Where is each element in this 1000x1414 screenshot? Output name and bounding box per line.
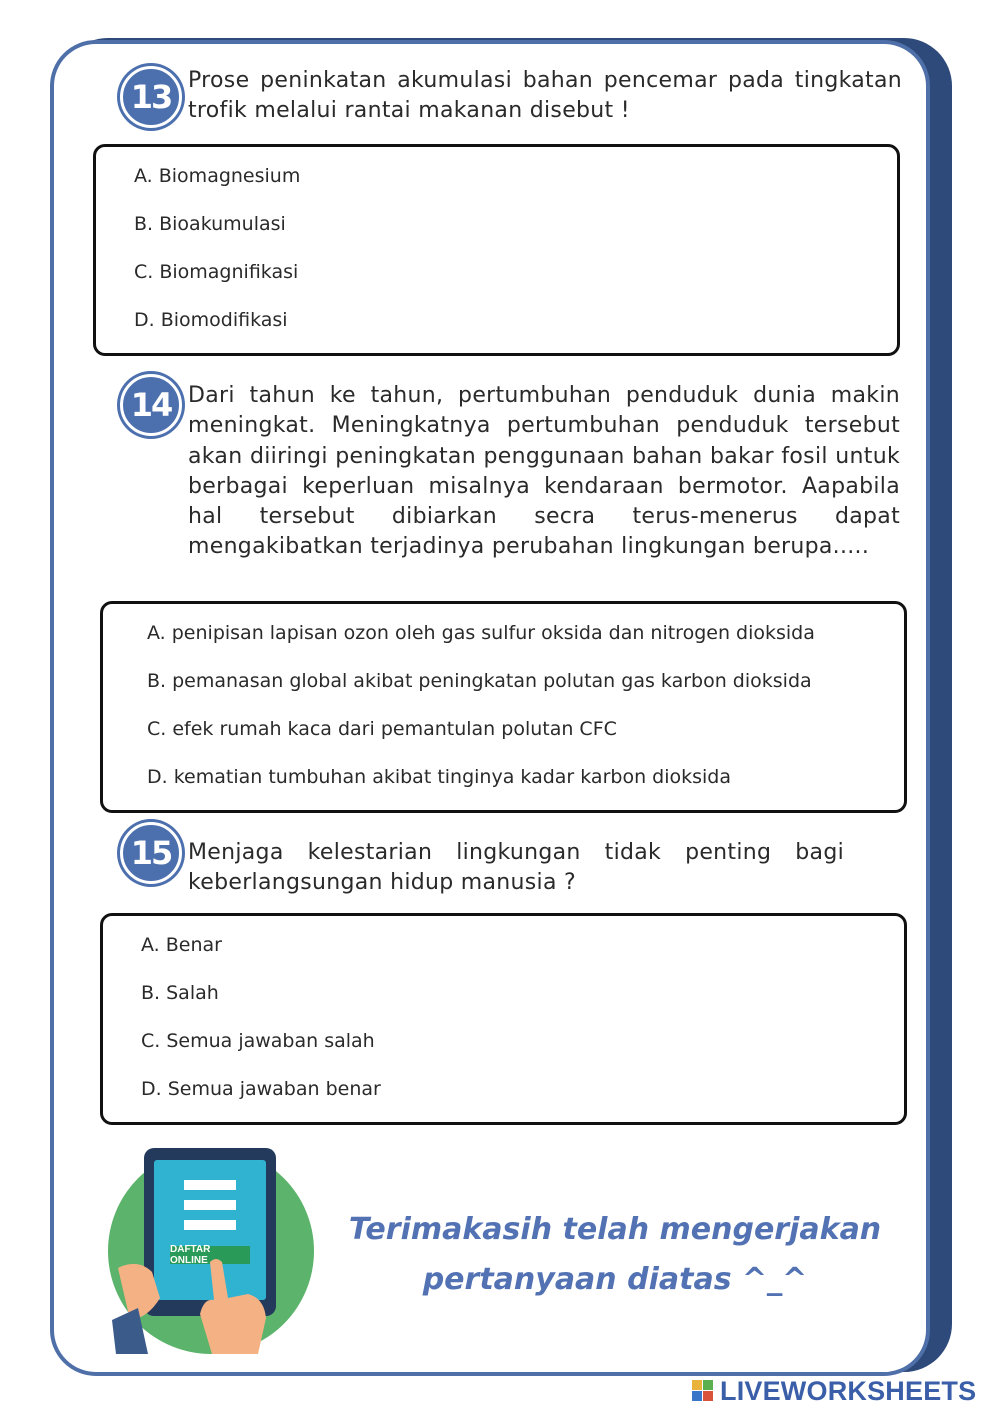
q15-option-b[interactable]: B. Salah xyxy=(141,982,219,1004)
question-14-number: 14 xyxy=(120,374,182,436)
menu-line-icon xyxy=(184,1180,236,1190)
q15-option-c[interactable]: C. Semua jawaban salah xyxy=(141,1030,375,1052)
closing-message xyxy=(330,1205,900,1305)
menu-line-icon xyxy=(184,1220,236,1230)
closing-line-1: Terimakasih telah mengerjakan xyxy=(348,1212,882,1247)
question-14-options xyxy=(100,601,907,813)
question-15-options xyxy=(100,913,907,1125)
q13-option-c[interactable]: C. Biomagnifikasi xyxy=(134,261,299,283)
question-15-number: 15 xyxy=(120,822,182,884)
menu-line-icon xyxy=(184,1200,236,1210)
q13-option-d[interactable]: D. Biomodifikasi xyxy=(134,309,288,331)
question-13-options xyxy=(93,144,900,356)
question-13-number: 13 xyxy=(120,66,182,128)
q15-option-a[interactable]: A. Benar xyxy=(141,934,222,956)
question-13-text: Prose peninkatan akumulasi bahan pencemar pada tingkatan trofik melalui rantai makanan disebut ! xyxy=(188,68,902,124)
q14-option-d[interactable]: D. kematian tumbuhan akibat tinginya kadar karbon dioksida xyxy=(147,766,731,788)
liveworksheets-brand xyxy=(692,1374,976,1408)
q13-option-a[interactable]: A. Biomagnesium xyxy=(134,165,301,187)
q14-option-a[interactable]: A. penipisan lapisan ozon oleh gas sulfur oksida dan nitrogen dioksida xyxy=(147,622,815,644)
q14-option-b[interactable]: B. pemanasan global akibat peningkatan polutan gas karbon dioksida xyxy=(147,670,812,692)
q13-option-b[interactable]: B. Bioakumulasi xyxy=(134,213,286,235)
brand-name: LIVEWORKSHEETS xyxy=(720,1375,977,1406)
q14-option-c[interactable]: C. efek rumah kaca dari pemantulan polutan CFC xyxy=(147,718,617,740)
question-15-text: Menjaga kelestarian lingkungan tidak penting bagi keberlangsungan hidup manusia ? xyxy=(188,840,844,896)
daftar-online-label: DAFTAR ONLINE xyxy=(170,1244,211,1266)
q15-option-d[interactable]: D. Semua jawaban benar xyxy=(141,1078,381,1100)
question-14-text: Dari tahun ke tahun, pertumbuhan penduduk dunia makin meningkat. Meningkatnya pertumbuhan penduduk tersebut akan diiringi peningkatan penggunaan bahan bakar fosil untuk berbagai keperluan misalnya kendaraan bermotor. Aapabila hal tersebut dibiarkan secra terus-menerus dapat mengakibatkan terjadinya perubahan lingkungan berupa..... xyxy=(188,383,900,560)
liveworksheets-logo-icon xyxy=(692,1380,714,1402)
closing-line-2: pertanyaan diatas ^_^ xyxy=(422,1262,808,1297)
